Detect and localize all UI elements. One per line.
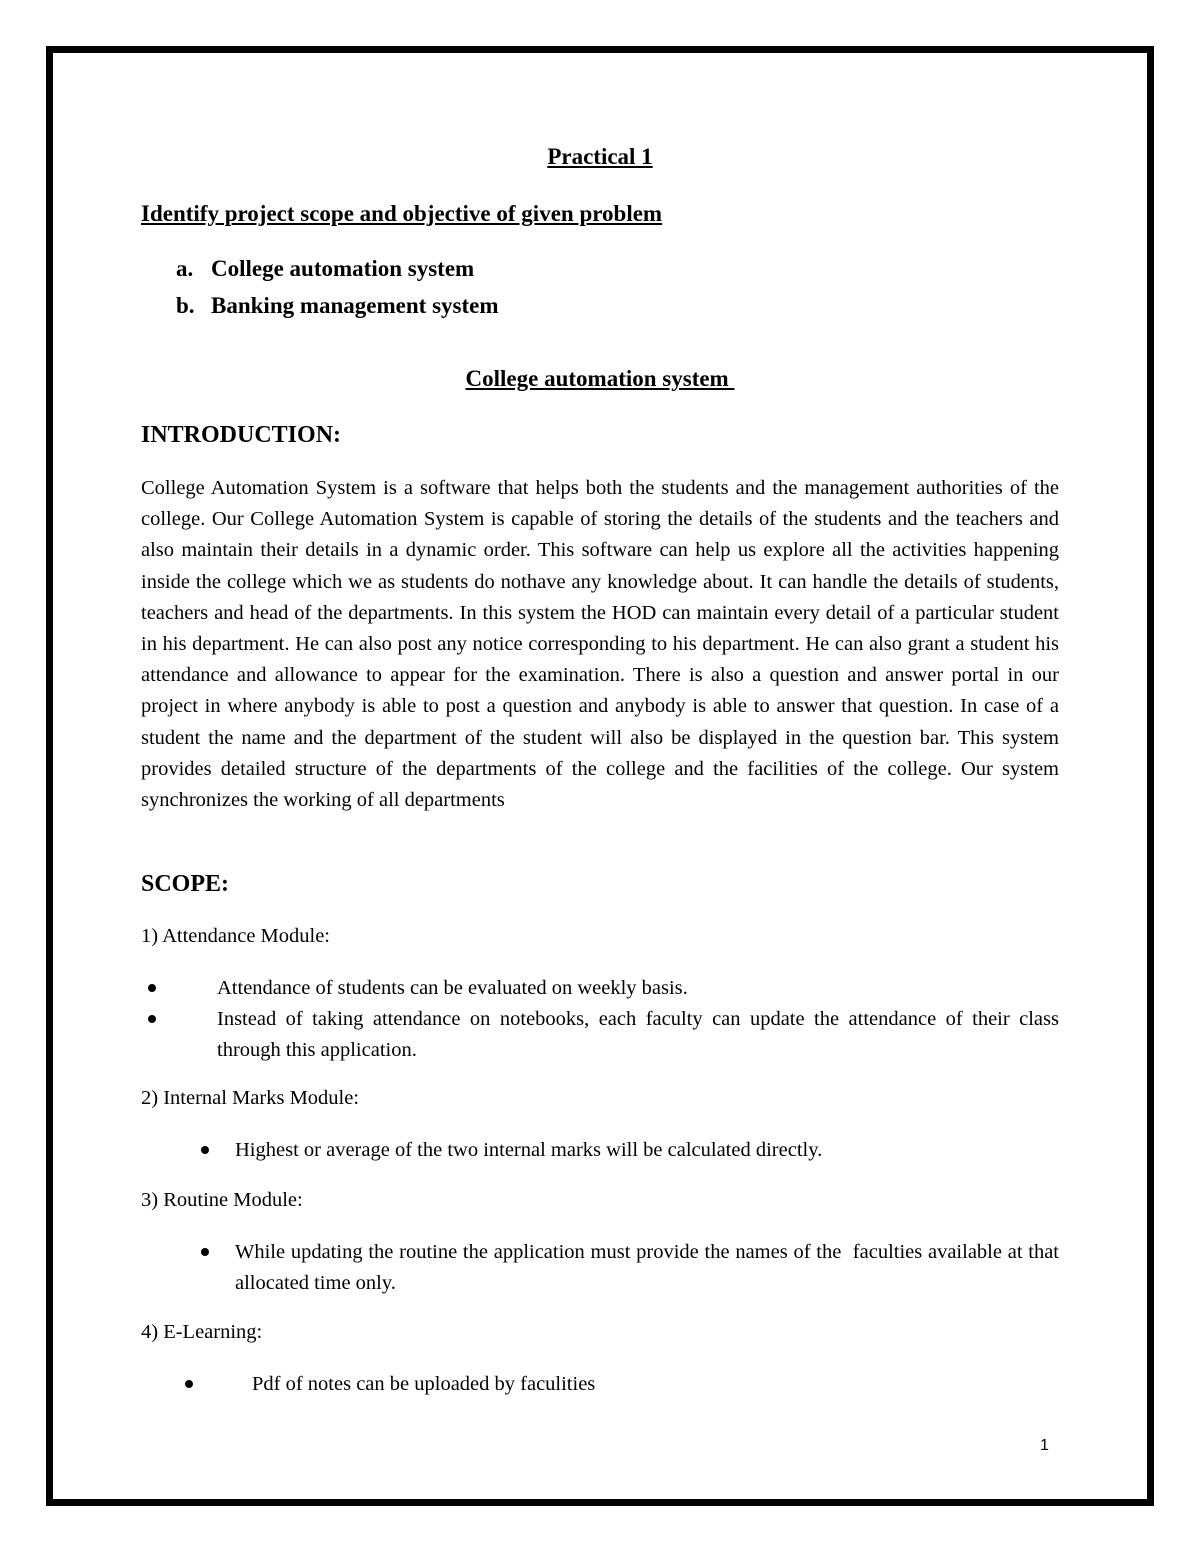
bullet-icon bbox=[148, 984, 156, 992]
list-item-text: Instead of taking attendance on notebooks, each faculty can update the attendance of their class through this application. bbox=[217, 1008, 1059, 1062]
section-title: College automation system bbox=[465, 366, 735, 391]
task-heading: Identify project scope and objective of given problem bbox=[141, 201, 663, 226]
list-item-text: Pdf of notes can be uploaded by faculities bbox=[252, 1373, 596, 1395]
module-label-internal-marks: 2) Internal Marks Module: bbox=[141, 1087, 360, 1109]
bullet-icon bbox=[185, 1380, 193, 1388]
list-item bbox=[141, 973, 1059, 1004]
task-label: College automation system bbox=[211, 256, 475, 281]
list-item bbox=[141, 1369, 1059, 1400]
bullet-icon bbox=[201, 1146, 209, 1154]
task-marker: b. bbox=[176, 293, 195, 318]
list-item-text: Attendance of students can be evaluated on weekly basis. bbox=[217, 977, 688, 999]
list-item-text: While updating the routine the application must provide the names of the faculties available at that allocated time only. bbox=[235, 1241, 1065, 1295]
task-item-a bbox=[176, 256, 474, 282]
task-item-b bbox=[176, 293, 499, 319]
module-label-attendance: 1) Attendance Module: bbox=[141, 925, 331, 947]
introduction-heading: INTRODUCTION: bbox=[141, 422, 342, 448]
module-label-routine: 3) Routine Module: bbox=[141, 1189, 303, 1211]
task-label: Banking management system bbox=[211, 293, 499, 318]
task-marker: a. bbox=[176, 256, 194, 281]
scope-heading: SCOPE: bbox=[141, 871, 230, 897]
list-item bbox=[141, 1237, 1065, 1299]
list-item bbox=[141, 1135, 1059, 1166]
list-item bbox=[141, 1004, 1059, 1066]
introduction-body: College Automation System is a software that helps both the students and the management authorities of the college. Our College Automation System is capable of storing the details of the students and the teachers and also maintain their details in a dynamic order. This software can help us explore all the activities happening inside the college which we as students do nothave any knowledge about. It can handle the details of students, teachers and head of the departments. In this system the HOD can maintain every detail of a particular student in his department. He can also post any notice corresponding to his department. He can also grant a student his attendance and allowance to appear for the examination. There is also a question and answer portal in our project in where anybody is able to post a question and anybody is able to answer that question. In case of a student the name and the department of the student will also be displayed in the question bar. This system provides detailed structure of the departments of the college and the facilities of the college. Our system synchronizes the working of all departments bbox=[141, 477, 1059, 812]
document-title: Practical 1 bbox=[547, 144, 653, 169]
bullet-icon bbox=[201, 1248, 209, 1256]
list-item-text: Highest or average of the two internal marks will be calculated directly. bbox=[235, 1139, 823, 1161]
bullet-icon bbox=[148, 1015, 156, 1023]
page-number: 1 bbox=[1040, 1437, 1049, 1454]
module-label-e-learning: 4) E-Learning: bbox=[141, 1321, 263, 1343]
